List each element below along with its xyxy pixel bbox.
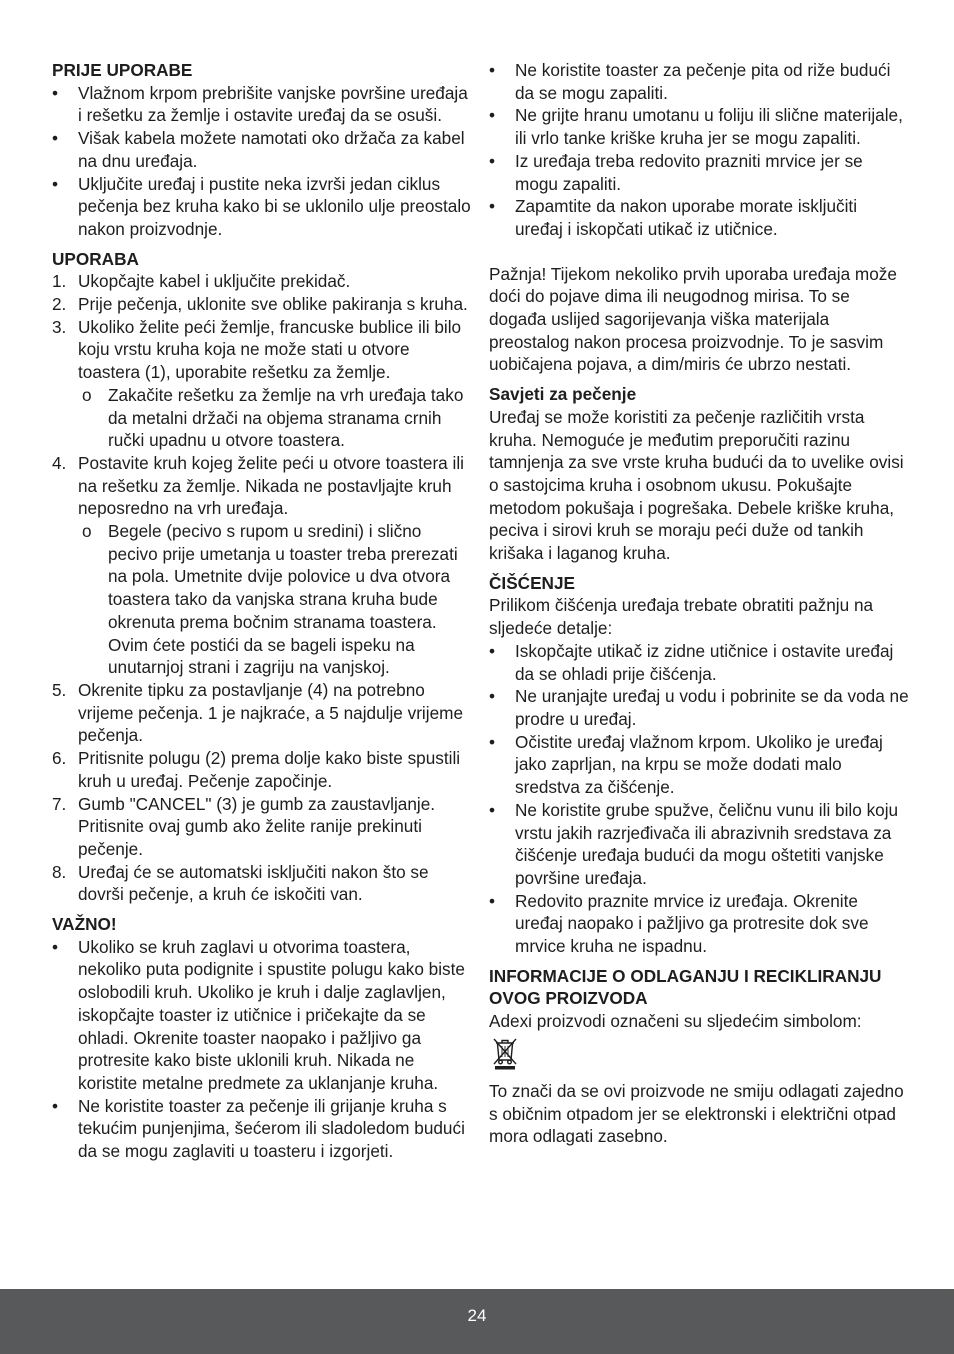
list-item: • Iskopčajte utikač iz zidne utičnice i ostavite uređaj da se ohladi prije čišćenja.	[489, 640, 894, 684]
list-item: 3. Ukoliko želite peći žemlje, francuske bublice ili bilo koju vrstu kruha koja ne može stati u otvore toastera (1), uporabite rešetku za žemlje.	[52, 316, 462, 383]
list-item: 4. Postavite kruh kojeg želite peći u otvore toastera ili na rešetku za žemlje. Nikada ne postavljajte kruh neposredno na vrh uređaja.	[52, 452, 464, 519]
heading-informacije: INFORMACIJE O ODLAGANJU I RECIKLIRANJU OVOG PROIZVODA	[489, 965, 882, 1009]
list-ciscenje	[489, 640, 909, 958]
list-item: 8. Uređaj će se automatski isključiti nakon što se dovrši pečenje, a kruh će iskočiti van.	[52, 861, 429, 905]
list-item: 1. Ukopčajte kabel i uključite prekidač.	[52, 271, 351, 292]
list-item: • Zapamtite da nakon uporabe morate isključiti uređaj i iskopčati utikač iz utičnice.	[489, 196, 858, 239]
list-item: • Ukoliko se kruh zaglavi u otvorima toastera, nekoliko puta podignite i spustite polugu kako biste oslobodili kruh. Ukoliko je kruh i dalje zaglavljen, iskopčajte toaster iz utičnice i pričekajte da se ohladi. Okrenite toaster naopako i pažljivo ga protresite kako biste uklonili kruh. Nikada ne koristite metalne predmete za uklanjanje kruha.	[52, 936, 465, 1093]
list-item: • Redovito praznite mrvice iz uređaja. Okrenite uređaj naopako i pažljivo ga protresite dok sve mrvice kruha ne ispadnu.	[489, 890, 869, 957]
list-item: • Uključite uređaj i pustite neka izvrši jedan ciklus pečenja bez kruha kako bi se uklonilo ulje preostalo nakon proizvodnje.	[52, 173, 471, 239]
list-item: 2. Prije pečenja, uklonite sve oblike pakiranja s kruha.	[52, 294, 468, 315]
list-item: • Ne koristite grube spužve, čeličnu vunu ili bilo koju vrstu jakih razrjeđivača ili abrazivnih sredstava za čišćenje uređaja budući da mogu oštetiti vanjske površine uređaja.	[489, 799, 899, 888]
left-column	[52, 59, 472, 1163]
list-item: • Iz uređaja treba redovito prazniti mrvice jer se mogu zapaliti.	[489, 150, 863, 194]
page-number: 24	[467, 1306, 487, 1325]
list-item: • Višak kabela možete namotati oko držača za kabel na dnu uređaja.	[52, 128, 465, 171]
heading-uporaba: UPORABA	[52, 248, 139, 269]
list-item: 7. Gumb "CANCEL" (3) je gumb za zaustavljanje. Pritisnite ovaj gumb ako želite ranije prekinuti pečenje.	[52, 793, 436, 859]
weee-bin-icon	[491, 1036, 909, 1070]
list-item: • Ne koristite toaster za pečenje pita od riže budući da se mogu zapaliti.	[489, 60, 891, 103]
heading-savjeti: Savjeti za pečenje	[489, 384, 637, 405]
list-item: • Ne grijte hranu umotanu u foliju ili slične materijale, ili vrlo tanke kriške kruha jer se mogu zapaliti.	[489, 105, 903, 149]
heading-vazno: VAŽNO!	[52, 914, 117, 935]
page-footer	[0, 1289, 954, 1354]
info-intro: Adexi proizvodi označeni su sljedećim simbolom:	[489, 1011, 862, 1032]
paznja-paragraph: Pažnja! Tijekom nekoliko prvih uporaba uređaja može doći do pojave dima ili neugodnog mirisa. To se događa uslijed sagorijevanja viška materijala preostalog nakon procesa proizvodnje. To je sasvim uobičajena pojava, a dim/miris će ubrzo nestati.	[489, 263, 897, 375]
info-paragraph: To znači da se ovi proizvode ne smiju odlagati zajedno s običnim otpadom jer se elektronski i električni otpad mora odlagati zasebno.	[489, 1080, 904, 1147]
savjeti-paragraph: Uređaj se može koristiti za pečenje različitih vrsta kruha. Nemoguće je međutim preporučiti razinu tamnjenja za sve vrste kruha budući da to uvelike ovisi o sastojcima kruha i osobnom ukusu. Pokušajte metodom pokušaja i pogrešaka. Debele kriške kruha, peciva i sirovi kruh se moraju peći duže od tankih krišaka i laganog kruha.	[489, 406, 904, 564]
list-prije-uporabe	[52, 82, 472, 241]
list-item: • Očistite uređaj vlažnom krpom. Ukoliko je uređaj jako zaprljan, na krpu se može dodati malo sredstva za čišćenje.	[489, 731, 883, 798]
list-vazno	[52, 936, 472, 1163]
heading-ciscenje: ČIŠĆENJE	[489, 572, 575, 593]
list-item: • Vlažnom krpom prebrišite vanjske površine uređaja i rešetku za žemlje i ostavite uređaj da se osuši.	[52, 82, 468, 126]
list-vazno-continued	[489, 59, 909, 241]
list-item: • Ne uranjajte uređaj u vodu i pobrinite se da voda ne prodre u uređaj.	[489, 686, 909, 729]
sub-list-item: o Zakačite rešetku za žemlje na vrh uređaja tako da metalni držači na objema stranama crnih ručki upadnu u otvore toastera.	[82, 384, 464, 451]
list-uporaba	[52, 270, 472, 906]
ciscenje-intro: Prilikom čišćenja uređaja trebate obratiti pažnju na sljedeće detalje:	[489, 595, 874, 639]
heading-prije-uporabe: PRIJE UPORABE	[52, 60, 193, 80]
list-item: 5. Okrenite tipku za postavljanje (4) na potrebno vrijeme pečenja. 1 je najkraće, a 5 najdulje vrijeme pečenja.	[52, 679, 464, 746]
list-item: • Ne koristite toaster za pečenje ili grijanje kruha s tekućim punjenjima, šećerom ili sladoledom budući da se mogu zaglaviti u toasteru i izgorjeti.	[52, 1095, 465, 1162]
list-item: 6. Pritisnite polugu (2) prema dolje kako biste spustili kruh u uređaj. Pečenje započinje.	[52, 748, 461, 791]
right-column	[489, 59, 909, 1148]
sub-list-item: o Begele (pecivo s rupom u sredini) i slično pecivo prije umetanja u toaster treba prerezati na pola. Umetnite dvije polovice u dva otvora toastera tako da vanjska strana kruha bude okrenuta prema bočnim stranama toastera. Ovim ćete postići da se bageli ispeku na unutarnjoj strani i zagriju na vanjskoj.	[82, 521, 458, 678]
